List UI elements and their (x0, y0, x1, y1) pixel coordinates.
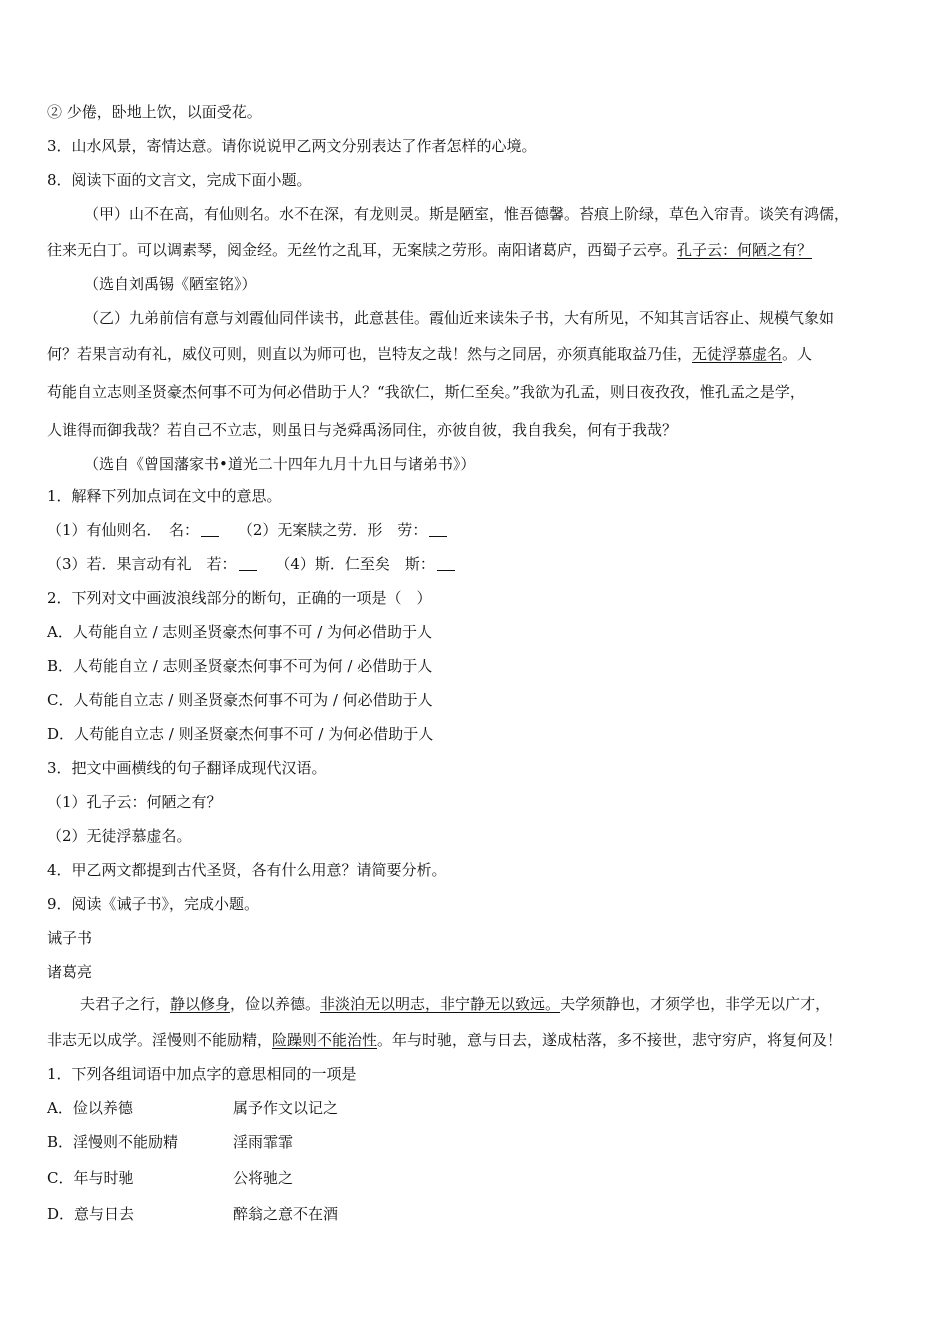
answer-blank[interactable] (201, 522, 219, 537)
q9-title: 9．阅读《诫子书》，完成小题。 (47, 895, 260, 913)
q8-sub2-title: 2．下列对文中画波浪线部分的断句，正确的一项是（ ） (47, 589, 432, 607)
q9-underlined-2: 非淡泊无以明志，非宁静无以致远。 (320, 995, 561, 1013)
q8-sub3-item-2: （2）无徒浮慕虚名。 (47, 827, 192, 845)
q8-yi-text-tail: 。人 (782, 345, 813, 363)
q9-passage-line-2 (47, 1030, 842, 1050)
q8-sub3-item-1: （1）孔子云：何陋之有？ (47, 793, 222, 811)
q8-jia-line-2 (47, 240, 812, 260)
q8-sub4-title: 4．甲乙两文都提到古代圣贤，各有什么用意？请简要分析。 (47, 861, 447, 879)
q8-yi-line-3: 苟能自立志则圣贤豪杰何事不可为何必借助于人？“我欲仁，斯仁至矣。”我欲为孔孟，则日夜孜孜，惟孔孟之是学， (47, 383, 805, 401)
prev-item-2: ② 少倦，卧地上饮，以面受花。 (47, 103, 262, 121)
answer-blank[interactable] (239, 556, 257, 571)
q9-sub1-option-c[interactable] (47, 1168, 467, 1188)
q8-sub1-row-1 (47, 520, 447, 540)
q9-underlined-1: 静以修身 (170, 995, 231, 1013)
q9-text: 非志无以成学。淫慢则不能励精， (47, 1031, 273, 1049)
q8-yi-line-4: 人谁得而御我哉？若自己不立志，则虽日与尧舜禹汤同住，亦彼自彼，我自我矣，何有于我哉？ (47, 421, 678, 439)
option-right: 公将驰之 (233, 1169, 294, 1187)
q9-text: 夫君子之行， (80, 995, 171, 1013)
q9-sub1-option-b[interactable] (47, 1132, 467, 1152)
option-left: B．淫慢则不能励精 (47, 1133, 179, 1151)
q8-jia-source: （选自刘禹锡《陋室铭》） (84, 275, 257, 293)
q8-sub3-title: 3．把文中画横线的句子翻译成现代汉语。 (47, 759, 327, 777)
q8-jia-underlined-sentence: 孔子云：何陋之有？ (677, 241, 813, 259)
q8-jia-line-1: （甲）山不在高，有仙则名。水不在深，有龙则灵。斯是陋室，惟吾德馨。苔痕上阶绿，草色入帘青。谈笑有鸿儒， (84, 205, 850, 223)
q8-sub1-item-3: （3）若．果言动有礼 若： (47, 555, 237, 573)
q8-yi-source: （选自《曾国藩家书•道光二十四年九月十九日与诸弟书》） (84, 455, 476, 473)
q9-underlined-3: 险躁则不能治性 (272, 1031, 378, 1049)
q8-sub1-item-4: （4）斯．仁至矣 斯： (275, 555, 435, 573)
answer-blank[interactable] (429, 522, 447, 537)
option-right: 淫雨霏霏 (233, 1133, 294, 1151)
q8-yi-underlined-phrase: 无徒浮慕虚名 (692, 345, 783, 363)
q9-text: 夫学须静也，才须学也，非学无以广才， (560, 995, 831, 1013)
q8-jia-text: 往来无白丁。可以调素琴，阅金经。无丝竹之乱耳，无案牍之劳形。南阳诸葛庐，西蜀子云亭。 (47, 241, 678, 259)
q9-sub1-option-d[interactable] (47, 1204, 467, 1224)
q8-sub2-option-a[interactable]: A．人苟能自立 / 志则圣贤豪杰何事不可 / 为何必借助于人 (47, 623, 433, 641)
q9-work-title: 诫子书 (47, 929, 93, 947)
option-left: A．俭以养德 (47, 1099, 133, 1117)
q8-sub2-option-b[interactable]: B．人苟能自立 / 志则圣贤豪杰何事不可为何 / 必借助于人 (47, 657, 433, 675)
prev-question-3: 3．山水风景，寄情达意。请你说说甲乙两文分别表达了作者怎样的心境。 (47, 137, 537, 155)
q8-sub1-item-1: （1）有仙则名． 名： (47, 521, 200, 539)
option-right: 属予作文以记之 (233, 1099, 339, 1117)
answer-blank[interactable] (437, 556, 455, 571)
q8-sub1-title: 1．解释下列加点词在文中的意思。 (47, 487, 282, 505)
q9-text: 。年与时驰，意与日去，遂成枯落，多不接世，悲守穷庐，将复何及！ (377, 1031, 843, 1049)
q8-yi-line-2 (47, 344, 812, 364)
q8-sub1-item-2: （2）无案牍之劳．形 劳： (237, 521, 428, 539)
q8-title: 8．阅读下面的文言文，完成下面小题。 (47, 171, 312, 189)
q9-sub1-option-a[interactable] (47, 1098, 467, 1118)
q8-sub2-option-c[interactable]: C．人苟能自立志 / 则圣贤豪杰何事不可为 / 何必借助于人 (47, 691, 433, 709)
q8-yi-line-1: （乙）九弟前信有意与刘霞仙同伴读书，此意甚佳。霞仙近来读朱子书，大有所见，不知其言话容止、规模气象如 (84, 309, 835, 327)
q9-author: 诸葛亮 (47, 963, 93, 981)
q9-text: ，俭以养德。 (230, 995, 321, 1013)
option-left: D．意与日去 (47, 1205, 135, 1223)
q8-sub2-option-d[interactable]: D．人苟能自立志 / 则圣贤豪杰何事不可 / 为何必借助于人 (47, 725, 434, 743)
option-left: C．年与时驰 (47, 1169, 134, 1187)
q9-sub1-title: 1．下列各组词语中加点字的意思相同的一项是 (47, 1065, 357, 1083)
q8-sub1-row-2 (47, 554, 455, 574)
option-right: 醉翁之意不在酒 (233, 1205, 339, 1223)
q9-passage-line-1 (80, 994, 830, 1014)
q8-yi-text: 何？若果言动有礼，威仪可则，则直以为师可也，岂特友之哉！然与之同居，亦须真能取益乃佳， (47, 345, 693, 363)
